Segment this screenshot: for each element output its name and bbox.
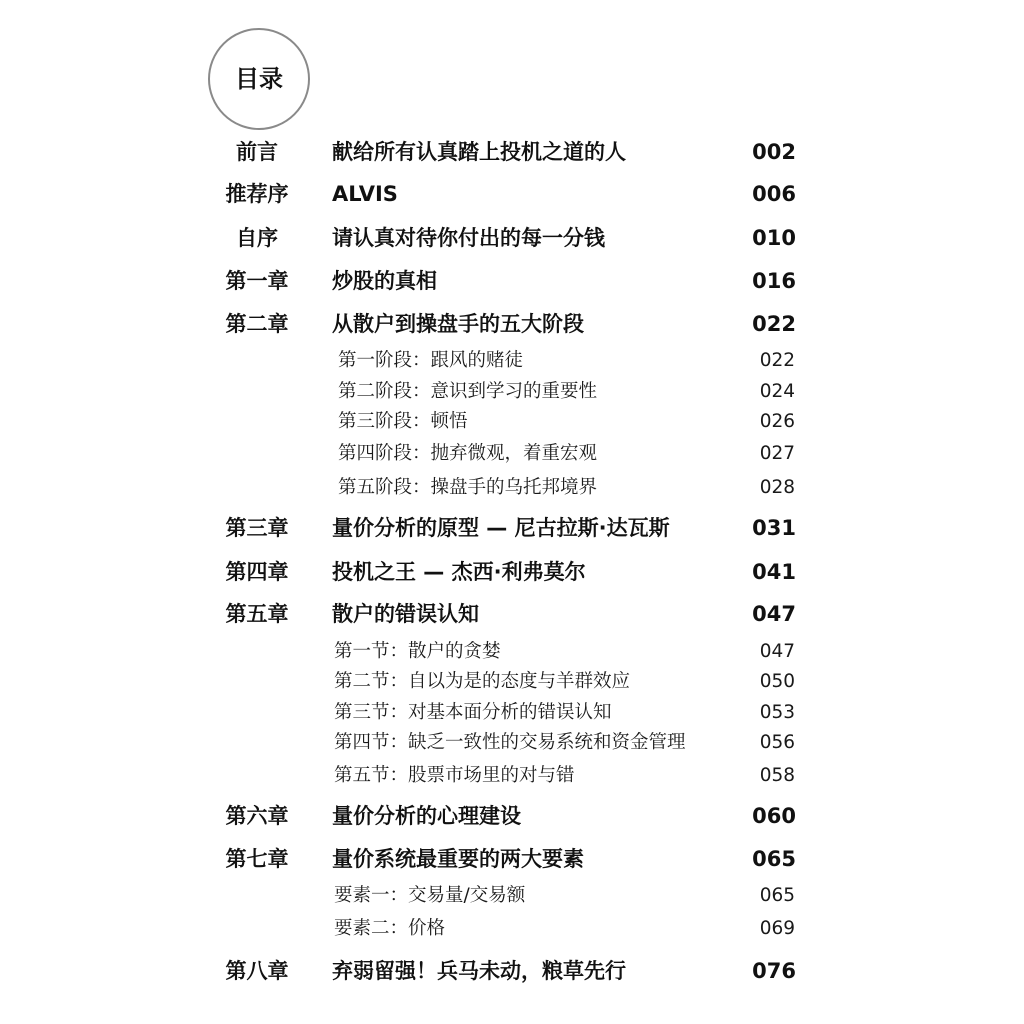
entry-page-number: 002 xyxy=(752,140,796,164)
entry-title: 献给所有认真踏上投机之道的人 xyxy=(332,140,626,164)
entry-title: 从散户到操盘手的五大阶段 xyxy=(332,312,584,336)
entry-label: 第八章 xyxy=(225,959,289,983)
entry-label: 第三章 xyxy=(225,516,289,540)
entry-page-number: 022 xyxy=(752,312,796,336)
subentry-page-number: 058 xyxy=(759,765,795,786)
entry-title: 量价分析的原型 — 尼古拉斯·达瓦斯 xyxy=(332,516,670,540)
entry-page-number: 047 xyxy=(752,602,796,626)
subentry-title: 要素一：交易量/交易额 xyxy=(334,885,526,906)
entry-label: 自序 xyxy=(236,226,278,250)
subentry-title: 第三节：对基本面分析的错误认知 xyxy=(334,702,612,723)
subentry-page-number: 028 xyxy=(759,477,795,498)
subentry-title: 要素二：价格 xyxy=(334,918,446,939)
subentry-title: 第四节：缺乏一致性的交易系统和资金管理 xyxy=(334,732,686,753)
toc-entry-author-preface[interactable] xyxy=(0,222,1024,254)
toc-subentry[interactable] xyxy=(0,406,1024,438)
entry-page-number: 065 xyxy=(752,847,796,871)
subentry-title: 第五阶段：操盘手的乌托邦境界 xyxy=(338,477,598,498)
subentry-title: 第三阶段：顿悟 xyxy=(338,411,468,432)
toc-entry-chapter-7[interactable] xyxy=(0,843,1024,875)
entry-label: 第四章 xyxy=(225,560,289,584)
toc-entry-foreword[interactable] xyxy=(0,178,1024,210)
entry-title: ALVIS xyxy=(332,182,398,206)
subentry-page-number: 027 xyxy=(759,443,795,464)
toc-entry-chapter-5[interactable] xyxy=(0,598,1024,630)
subentry-page-number: 026 xyxy=(759,411,795,432)
subentry-title: 第二节：自以为是的态度与羊群效应 xyxy=(334,671,631,692)
toc-entry-chapter-4[interactable] xyxy=(0,556,1024,588)
entry-title: 弃弱留强！兵马未动，粮草先行 xyxy=(332,959,626,983)
entry-label: 第七章 xyxy=(225,847,289,871)
toc-subentry[interactable] xyxy=(0,760,1024,792)
toc-subentry[interactable] xyxy=(0,880,1024,912)
subentry-page-number: 056 xyxy=(759,732,795,753)
toc-subentry[interactable] xyxy=(0,345,1024,377)
toc-entry-chapter-2[interactable] xyxy=(0,308,1024,340)
toc-subentry[interactable] xyxy=(0,438,1024,470)
entry-title: 请认真对待你付出的每一分钱 xyxy=(332,226,605,250)
entry-page-number: 010 xyxy=(752,226,796,250)
toc-subentry[interactable] xyxy=(0,697,1024,729)
entry-label: 第五章 xyxy=(225,602,289,626)
entry-label: 第一章 xyxy=(225,269,289,293)
subentry-title: 第一节：散户的贪婪 xyxy=(334,641,501,662)
toc-subentry[interactable] xyxy=(0,376,1024,408)
entry-page-number: 041 xyxy=(752,560,796,584)
subentry-title: 第二阶段：意识到学习的重要性 xyxy=(338,381,598,402)
entry-title: 炒股的真相 xyxy=(332,269,437,293)
entry-page-number: 016 xyxy=(752,269,796,293)
toc-subentry[interactable] xyxy=(0,727,1024,759)
entry-title: 投机之王 — 杰西·利弗莫尔 xyxy=(332,560,586,584)
toc-entry-chapter-6[interactable] xyxy=(0,800,1024,832)
toc-heading: 目录 xyxy=(235,65,283,93)
toc-entry-preface[interactable] xyxy=(0,136,1024,168)
subentry-page-number: 053 xyxy=(759,702,795,723)
subentry-title: 第五节：股票市场里的对与错 xyxy=(334,765,575,786)
subentry-title: 第一阶段：跟风的赌徒 xyxy=(338,350,524,371)
entry-label: 第六章 xyxy=(225,804,289,828)
toc-subentry[interactable] xyxy=(0,666,1024,698)
entry-label: 第二章 xyxy=(225,312,289,336)
toc-subentry[interactable] xyxy=(0,636,1024,668)
entry-title: 量价系统最重要的两大要素 xyxy=(332,847,584,871)
toc-entry-chapter-3[interactable] xyxy=(0,512,1024,544)
subentry-page-number: 047 xyxy=(759,641,795,662)
subentry-page-number: 065 xyxy=(759,885,795,906)
subentry-title: 第四阶段：抛弃微观，着重宏观 xyxy=(338,443,598,464)
toc-subentry[interactable] xyxy=(0,472,1024,504)
entry-page-number: 031 xyxy=(752,516,796,540)
subentry-page-number: 024 xyxy=(759,381,795,402)
subentry-page-number: 050 xyxy=(759,671,795,692)
entry-title: 量价分析的心理建设 xyxy=(332,804,521,828)
entry-page-number: 006 xyxy=(752,182,796,206)
entry-title: 散户的错误认知 xyxy=(332,602,479,626)
entry-page-number: 060 xyxy=(752,804,796,828)
toc-subentry[interactable] xyxy=(0,913,1024,945)
entry-page-number: 076 xyxy=(752,959,796,983)
entry-label: 前言 xyxy=(236,140,278,164)
subentry-page-number: 069 xyxy=(759,918,795,939)
entry-label: 推荐序 xyxy=(225,182,289,206)
toc-entry-chapter-1[interactable] xyxy=(0,265,1024,297)
toc-entry-chapter-8[interactable] xyxy=(0,955,1024,987)
subentry-page-number: 022 xyxy=(759,350,795,371)
